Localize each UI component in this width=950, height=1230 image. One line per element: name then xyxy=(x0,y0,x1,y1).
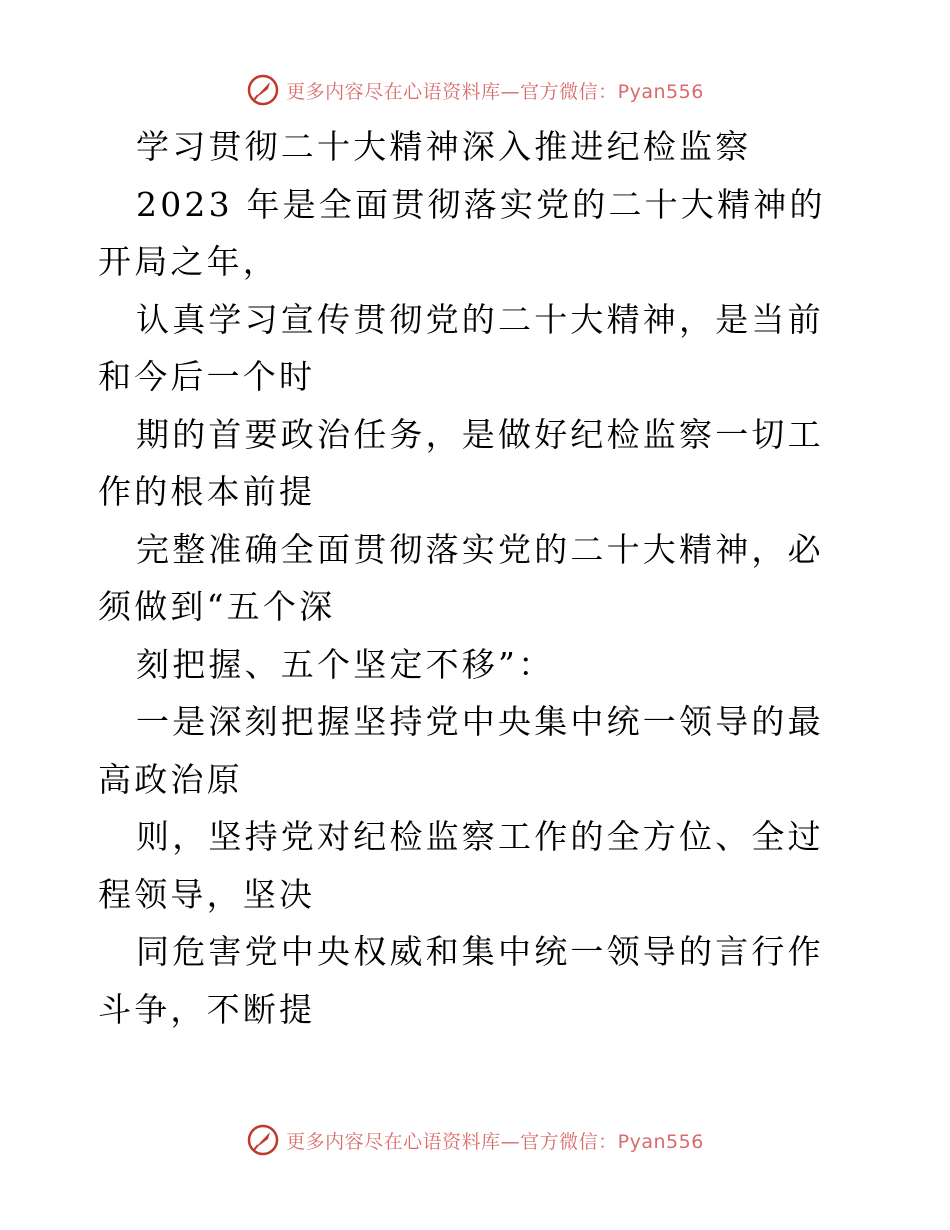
paragraph-line: 2023 年是全面贯彻落实党的二十大精神的开局之年， xyxy=(98,184,826,281)
watermark-text: 更多内容尽在心语资料库—官方微信：Pyan556 xyxy=(286,80,704,103)
paragraph-line: 完整准确全面贯彻落实党的二十大精神，必须做到“五个深 xyxy=(98,529,824,626)
paragraph-line: 认真学习宣传贯彻党的二十大精神，是当前和今后一个时 xyxy=(98,299,824,396)
document-title: 学习贯彻二十大精神深入推进纪检监察 xyxy=(136,127,752,166)
paragraph-line: 则，坚持党对纪检监察工作的全方位、全过程领导，坚决 xyxy=(98,817,824,914)
paragraph-line: 期的首要政治任务，是做好纪检监察一切工作的根本前提 xyxy=(98,414,824,511)
document-body xyxy=(98,118,858,1038)
paragraph-line: 刻把握、五个坚定不移”： xyxy=(136,644,555,684)
quill-logo-icon xyxy=(246,73,280,107)
paragraph-line: 同危害党中央权威和集中统一领导的言行作斗争，不断提 xyxy=(98,932,824,1029)
header-watermark xyxy=(0,70,950,110)
footer-watermark xyxy=(0,1120,950,1160)
quill-logo-icon xyxy=(246,1123,280,1157)
paragraph-line: 一是深刻把握坚持党中央集中统一领导的最高政治原 xyxy=(98,702,824,799)
watermark-text: 更多内容尽在心语资料库—官方微信：Pyan556 xyxy=(286,1130,704,1153)
